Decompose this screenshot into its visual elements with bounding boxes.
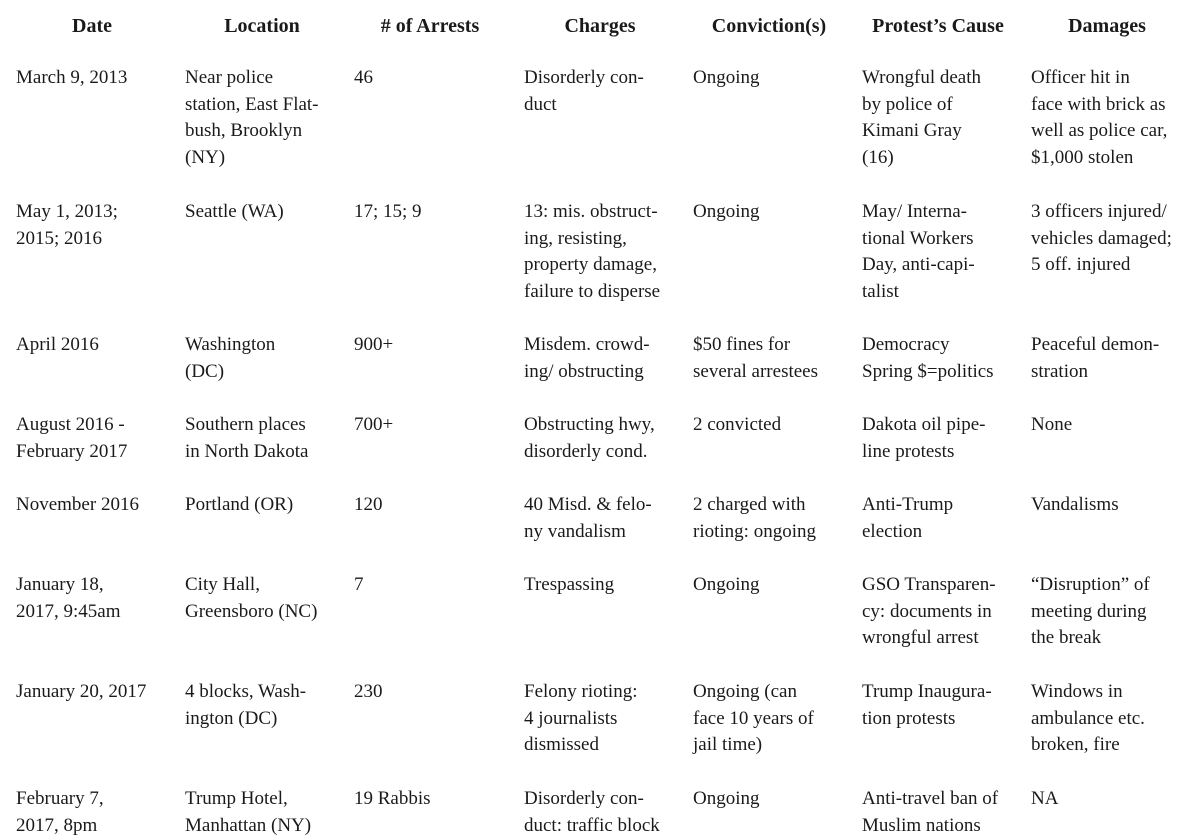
cell-date: November 2016 (16, 494, 139, 515)
cell-cause: Anti-Trump election (862, 494, 954, 542)
cell-location: Portland (OR) (185, 494, 294, 515)
cell-location: 4 blocks, Wash- ington (DC) (185, 681, 307, 729)
cell-date: May 1, 2013; 2015; 2016 (16, 201, 118, 249)
header-date: Date (72, 15, 112, 37)
cell-charges: 13: mis. obstruct- ing, resisting, property damage, failure to disperse (524, 201, 661, 303)
cell-date: January 20, 2017 (16, 681, 147, 702)
cell-damages: NA (1031, 788, 1059, 809)
cell-arrests: 46 (354, 67, 373, 88)
header-location: Location (224, 15, 300, 37)
cell-convictions: Ongoing (can face 10 years of jail time) (693, 681, 814, 756)
cell-charges: Felony rioting: 4 journalists dismissed (524, 681, 638, 756)
cell-damages: “Disruption” of meeting during the break (1031, 574, 1150, 649)
cell-date: March 9, 2013 (16, 67, 128, 88)
cell-location: Trump Hotel, Manhattan (NY) (185, 788, 312, 836)
cell-location: Southern places in North Dakota (185, 414, 309, 462)
cell-arrests: 900+ (354, 334, 394, 355)
cell-convictions: $50 fines for several arrestees (693, 334, 819, 382)
cell-damages: None (1031, 414, 1073, 435)
header-cause: Protest’s Cause (872, 15, 1004, 37)
cell-convictions: 2 charged with rioting: ongoing (693, 494, 816, 542)
cell-arrests: 700+ (354, 414, 394, 435)
cell-cause: Trump Inaugura- tion protests (862, 681, 992, 729)
cell-date: January 18, 2017, 9:45am (16, 574, 121, 622)
cell-charges: Disorderly con- duct (524, 67, 644, 115)
header-arrests: # of Arrests (380, 15, 480, 37)
cell-arrests: 17; 15; 9 (354, 201, 422, 222)
cell-damages: Peaceful demon- stration (1031, 334, 1160, 382)
cell-location: Near police station, East Flat- bush, Brooklyn (NY) (185, 67, 319, 169)
cell-convictions: 2 convicted (693, 414, 782, 435)
cell-arrests: 120 (354, 494, 383, 515)
cell-cause: Democracy Spring $=politics (862, 334, 994, 382)
cell-convictions: Ongoing (693, 67, 760, 88)
cell-damages: Officer hit in face with brick as well as police car, $1,000 stolen (1031, 67, 1168, 169)
cell-cause: May/ Interna- tional Workers Day, anti-capi- talist (862, 201, 975, 303)
cell-damages: Windows in ambulance etc. broken, fire (1031, 681, 1145, 756)
cell-charges: Misdem. crowd- ing/ obstructing (524, 334, 650, 382)
header-convictions: Conviction(s) (711, 15, 827, 37)
cell-damages: 3 officers injured/ vehicles damaged; 5 off. injured (1031, 201, 1172, 276)
cell-cause: Dakota oil pipe- line protests (862, 414, 986, 462)
header-charges: Charges (564, 15, 636, 37)
cell-convictions: Ongoing (693, 574, 760, 595)
cell-cause: Anti-travel ban of Muslim nations (862, 788, 999, 836)
cell-arrests: 230 (354, 681, 383, 702)
header-damages: Damages (1068, 15, 1146, 37)
cell-cause: Wrongful death by police of Kimani Gray (16) (862, 67, 982, 169)
cell-location: Seattle (WA) (185, 201, 284, 222)
cell-date: April 2016 (16, 334, 99, 355)
cell-arrests: 7 (354, 574, 364, 595)
cell-location: Washington (DC) (185, 334, 276, 382)
cell-charges: 40 Misd. & felo- ny vandalism (524, 494, 652, 542)
cell-date: February 7, 2017, 8pm (16, 788, 104, 836)
cell-arrests: 19 Rabbis (354, 788, 431, 809)
cell-damages: Vandalisms (1031, 494, 1119, 515)
cell-convictions: Ongoing (693, 201, 760, 222)
cell-charges: Disorderly con- duct: traffic block (524, 788, 660, 836)
cell-location: City Hall, Greensboro (NC) (185, 574, 318, 622)
cell-convictions: Ongoing (693, 788, 760, 809)
cell-date: August 2016 - February 2017 (16, 414, 128, 462)
cell-charges: Obstructing hwy, disorderly cond. (524, 414, 655, 462)
cell-cause: GSO Transparen- cy: documents in wrongful arrest (862, 574, 996, 649)
cell-charges: Trespassing (524, 574, 615, 595)
